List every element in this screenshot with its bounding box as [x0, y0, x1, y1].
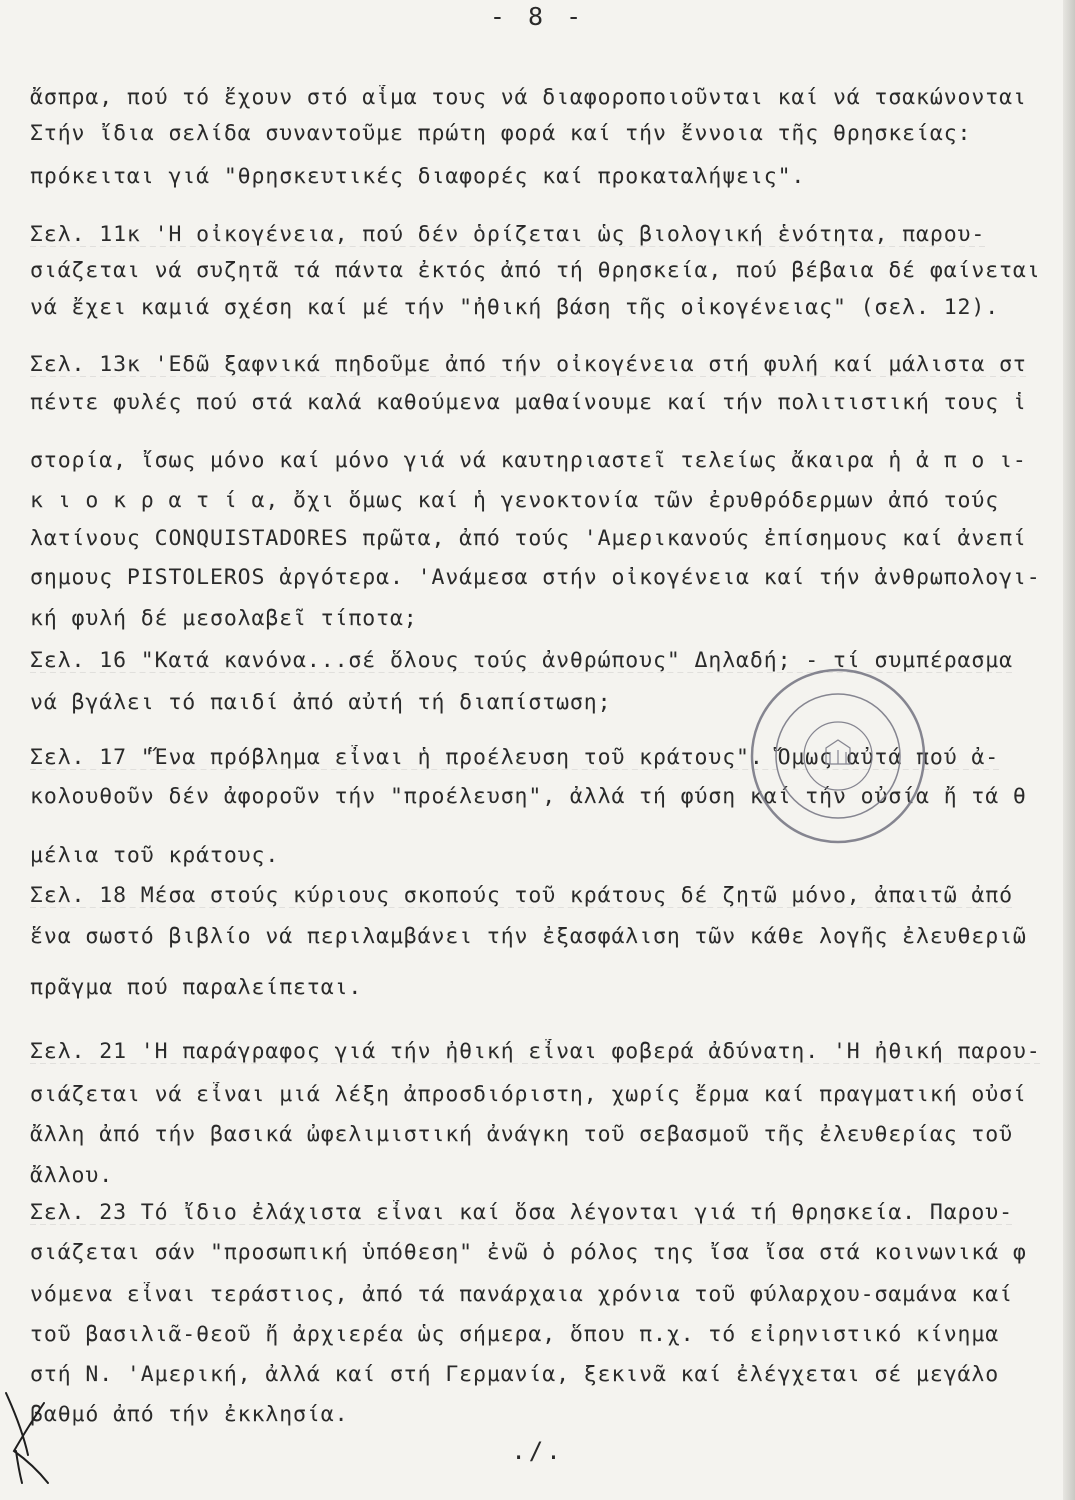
official-stamp — [748, 666, 928, 846]
text-line: ἄλλη ἀπό τήν βασικά ὠφελιμιστική ἀνάγκη τοῦ σεβασμοῦ τῆς ἐλευθερίας τοῦ — [30, 1122, 1013, 1147]
text-line: σιάζεται νά συζητᾶ τά πάντα ἐκτός ἀπό τή θρησκεία, πού βέβαια δέ φαίνεται — [30, 258, 1041, 283]
text-line: πρόκειται γιά "θρησκευτικές διαφορές καί προκαταλήψεις". — [30, 164, 806, 189]
text-line: νά ἔχει καμιά σχέση καί μέ τήν "ἠθική βάση τῆς οἰκογένειας" (σελ. 12). — [30, 295, 1000, 320]
handwritten-signature — [2, 1385, 52, 1485]
text-line: πρᾶγμα πού παραλείπεται. — [30, 975, 363, 1000]
text-line: νά βγάλει τό παιδί ἀπό αὐτή τή διαπίστωση; — [30, 690, 612, 715]
text-line: μέλια τοῦ κράτους. — [30, 843, 280, 868]
text-line: κολουθοῦν δέν ἀφοροῦν τήν "προέλευση", ἀλλά τή φύση καί τήν οὐσία ἤ τά θ — [30, 784, 1027, 809]
end-mark: ./. — [511, 1437, 564, 1465]
text-line: ἄσπρα, πού τό ἔχουν στό αἷμα τους νά διαφοροποιοῦνται καί νά τσακώνονται — [30, 85, 1027, 110]
text-line: σιάζεται σάν "προσωπική ὑπόθεση" ἐνῶ ὁ ρόλος της ἴσα ἴσα στά κοινωνικά φ — [30, 1240, 1027, 1265]
text-line: Σελ. 17 "Ἕνα πρόβλημα εἶναι ἡ προέλευση τοῦ κράτους". Ὅμως αὐτά πού ἀ- — [30, 745, 1000, 770]
page-edge-shadow — [1063, 0, 1075, 1500]
text-line: στή Ν. 'Αμερική, ἀλλά καί στή Γερμανία, ξεκινᾶ καί ἐλέγχεται σέ μεγάλο — [30, 1362, 1000, 1387]
text-line: πέντε φυλές πού στά καλά καθούμενα μαθαίνουμε καί τήν πολιτιστική τους ἱ — [30, 390, 1027, 415]
text-line: Σελ. 23 Τό ἴδιο ἐλάχιστα εἶναι καί ὅσα λέγονται γιά τή θρησκεία. Παρου- — [30, 1200, 1013, 1225]
text-line: ἕνα σωστό βιβλίο νά περιλαμβάνει τήν ἐξασφάλιση τῶν κάθε λογῆς ἐλευθεριῶ — [30, 924, 1027, 949]
text-line: νόμενα εἶναι τεράστιος, ἀπό τά πανάρχαια χρόνια τοῦ φύλαρχου-σαμάνα καί — [30, 1282, 1013, 1307]
text-line: Σελ. 11κ 'Η οἰκογένεια, πού δέν ὁρίζεται ὡς βιολογική ἑνότητα, παρου- — [30, 222, 986, 247]
stamp-emblem — [826, 740, 850, 764]
text-line: Σελ. 18 Μέσα στούς κύριους σκοπούς τοῦ κράτους δέ ζητῶ μόνο, ἀπαιτῶ ἀπό — [30, 883, 1013, 908]
text-line: Σελ. 16 "Κατά κανόνα...σέ ὅλους τούς ἀνθρώπους" Δηλαδή; - τί συμπέρασμα — [30, 648, 1013, 673]
text-line: κή φυλή δέ μεσολαβεῖ τίποτα; — [30, 606, 418, 631]
text-line: βαθμό ἀπό τήν ἐκκλησία. — [30, 1402, 349, 1427]
text-line: Σελ. 13κ 'Εδῶ ξαφνικά πηδοῦμε ἀπό τήν οἰκογένεια στή φυλή καί μάλιστα στ — [30, 352, 1027, 377]
text-line: λατίνους CONQUISTADORES πρῶτα, ἀπό τούς 'Αμερικανούς ἐπίσημους καί ἀνεπί — [30, 526, 1027, 551]
text-line: σημους PISTOLEROS ἀργότερα. 'Ανάμεσα στήν οἰκογένεια καί τήν ἀνθρωπολογι- — [30, 565, 1041, 590]
text-line: ἄλλου. — [30, 1163, 114, 1188]
text-line: στορία, ἴσως μόνο καί μόνο γιά νά καυτηριαστεῖ τελείως ἄκαιρα ἡ ἀ π ο ι- — [30, 448, 1027, 473]
text-line: κ ι ο κ ρ α τ ί α, ὄχι ὅμως καί ἡ γενοκτονία τῶν ἐρυθρόδερμων ἀπό τούς — [30, 488, 1000, 513]
text-line: Σελ. 21 'Η παράγραφος γιά τήν ἠθική εἶναι φοβερά ἀδύνατη. 'Η ἠθική παρου- — [30, 1039, 1041, 1064]
text-line: Στήν ἴδια σελίδα συναντοῦμε πρώτη φορά καί τήν ἔννοια τῆς θρησκείας: — [30, 121, 972, 146]
page-number: - 8 - — [489, 2, 586, 31]
text-line: τοῦ βασιλιᾶ-θεοῦ ἤ ἀρχιερέα ὡς σήμερα, ὅπου π.χ. τό εἰρηνιστικό κίνημα — [30, 1322, 1000, 1347]
text-line: σιάζεται νά εἶναι μιά λέξη ἀπροσδιόριστη, χωρίς ἔρμα καί πραγματική οὐσί — [30, 1082, 1027, 1107]
